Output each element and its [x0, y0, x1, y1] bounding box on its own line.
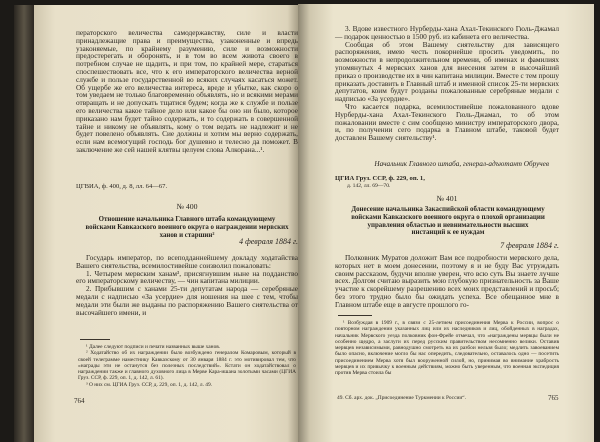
document-body	[76, 254, 298, 316]
document-title: Донесение начальника Закаспийской области командующему войсками Кавказского военного округа о плохой организации управления областью и невнимательности высших инстанций к ее нуждам	[351, 206, 545, 237]
document-date: 7 февраля 1884 г.	[500, 241, 559, 250]
footnote: ¹ Далее следуют подписи и печати названных выше ханов.	[86, 344, 221, 350]
paragraph: Что касается подарка, всемилостивейше пожалованного вдове Нурберды-хана Ахал-Текинского Гюль-Джамал, то об этом пожаловании вместе с сим сообщено министру императорского двора, и, по получении сего подарка в Главном штабе, таковой будет доставлен Вашему сиятельству¹.	[335, 101, 559, 143]
signature-mark: 49. Сб. арх. док. „Присоединение Туркмении к России“.	[337, 395, 466, 401]
archive-source: ЦГВИА, ф. 400, д. 8, лл. 64—67.	[76, 183, 168, 190]
paragraph: ператорского величества самодержавству, силе и власти принадлежащие права и преимущества, узаконенные и впредь узаконяемые, по крайнему разумению, силе и возможности предостерегать и оборонять, и в том во всем живота своего в потребном случае не щадить, и при том, по крайней мере, стараться споспешествовать все, что к его императорского величества верной службе и пользе государственной во всяких случаях касаться может. Об ущербе же его величества интереса, вреде и убытке, как скоро о том уведаем не только благовременно объявлять, но и всякими мерами отвращать и не допускать тщатися будем; когда же к службе и пользе его величества какое тайное дело или какое бы оно ни было, которое приказано нам будет тайно содержать, и то содержать в совершенной тайне и никому не объявлять, кому о том ведать не надлежит и не будет повелено объявлять. Сие должны и хотим мы верно содержать, если нам всемогущий господь бог душевно и телесно да поможет. В заключение же сей нашей клятвы целуем слова Алкорана...¹.	[76, 28, 298, 154]
paragraph: 1. Четырем мервским ханам³, присягнувшим ныне на подданство его императорскому величеству, — чин капитана милиции.	[76, 268, 298, 286]
footnote: ¹ Возбуждая в 1909 г., в связи с 25-летием присоединения Мерва к России, вопрос о повторном награждении указанных лиц или их наследников и лиц, обойденных в наградах, начальник Мервского уезда полковник фон-Фрейе отмечал, что «награждены мервцы были не особенно щедро, а заслуги их перед русским правительством несомненно велики. Оставив мервцев независимыми, равнодушно смотреть на их разбои нельзя было; медлить завоеванием было опасно, включение могло бы нас опередить, следовательно, оставалось одно — посетить присоединением Мерва хотя был вооруженной силой, но, принимая во внимание храбрость мервцев и их привычку к военным действиям, можно быть уверенным, что военная экспедиция против Мерва стоила бы	[335, 320, 559, 377]
paragraph: 2. Прибывшим с ханами 25-ти депутатам народа — серебряные медали с надписью «За усердие» для ношения на шее с тем, чтобы медали эти были же выданы по распоряжению Вашего сиятельства от высочайшего имени, и	[76, 284, 298, 317]
footnotes	[335, 320, 559, 377]
right-body-text	[335, 25, 559, 142]
signature: Начальник Главного штаба, генерал-адъютант Обручев	[374, 160, 549, 168]
page-number: 764	[74, 397, 85, 405]
footnotes	[78, 344, 296, 388]
document-number: № 401	[436, 194, 458, 203]
paragraph: Сообщая об этом Вашему сиятельству для зависящего распоряжения, имею честь покорнейше просить уведомить, по возможности в непродолжительном времени, об именах и фамилиях упомянутых 4 мервских ханов для внесения затем в высочайший приказ о производстве их в чин капитана милиции. Вместе с тем прошу приказать доставить в Главный штаб и именной список 25-ти мервских депутатов, коим будут розданы пожалованные серебряные медали с надписью «За усердие».	[335, 39, 559, 104]
left-continuation-text	[76, 29, 298, 154]
document-date: 4 февраля 1884 г.	[239, 237, 298, 246]
document-body	[335, 254, 559, 309]
footnote: ² Ходатайство об их награждении было возбуждено генералом Комаровым, который в своей телеграмме наместнику Кавказскому от 30 января 1884 г. это мотивировал тем, что «награды эти не останутся без полезных последствий». Кстати он ходатайствовал о награждении также и главного духовного лица в Мерве Кара-ишана золотыми часами (ЦГИА Груз. ССР, ф. 229, оп. 1, д. 142, л. 61).	[78, 350, 296, 382]
paragraph: 3. Вдове известного Нурберды-хана Ахал-Текинского Гюль-Джамал — подарок ценностью в 1500 руб. из кабинета его величества.	[335, 24, 559, 41]
book-edge	[14, 5, 34, 442]
page-number: 765	[548, 394, 559, 402]
paragraph: Государь император, по всеподданнейшему докладу ходатайства Вашего сиятельства, всемилостивейше соизволил пожаловать:	[76, 253, 298, 270]
footnote-divider	[338, 315, 372, 316]
document-number: № 400	[176, 202, 198, 211]
footnote-divider	[80, 339, 110, 340]
source-line: ЦГИА Груз. ССР, ф. 229, оп. 1,	[335, 175, 425, 182]
source-line: д. 142, лл. 69—70.	[347, 182, 391, 189]
archive-source	[335, 175, 559, 191]
document-title: Отношение начальника Главного штаба командующему войсками Кавказского военного округа о награждении мервских ханов и старшин²	[85, 216, 289, 239]
paragraph: Полковник Муратов доложит Вам все подробности мервского дела, которых нет в моем донесении, поэтому я и не буду Вас утруждать своим рассказом, будучи вполне уверен, что всю суть Вы знаете лучше всех. Долгом считаю выразить мою глубокую признательность за Ваше участие к скорейшему разрешению всех моих представлений и просьб; без этого трудно было бы ожидать успеха. Все обещанное мне в Главном штабе еще в августе прошлого го-	[335, 253, 559, 309]
footnote: ³ О них см. ЦГИА Груз. ССР, д. 229, оп. 1, д. 142, л. 49.	[86, 381, 213, 388]
